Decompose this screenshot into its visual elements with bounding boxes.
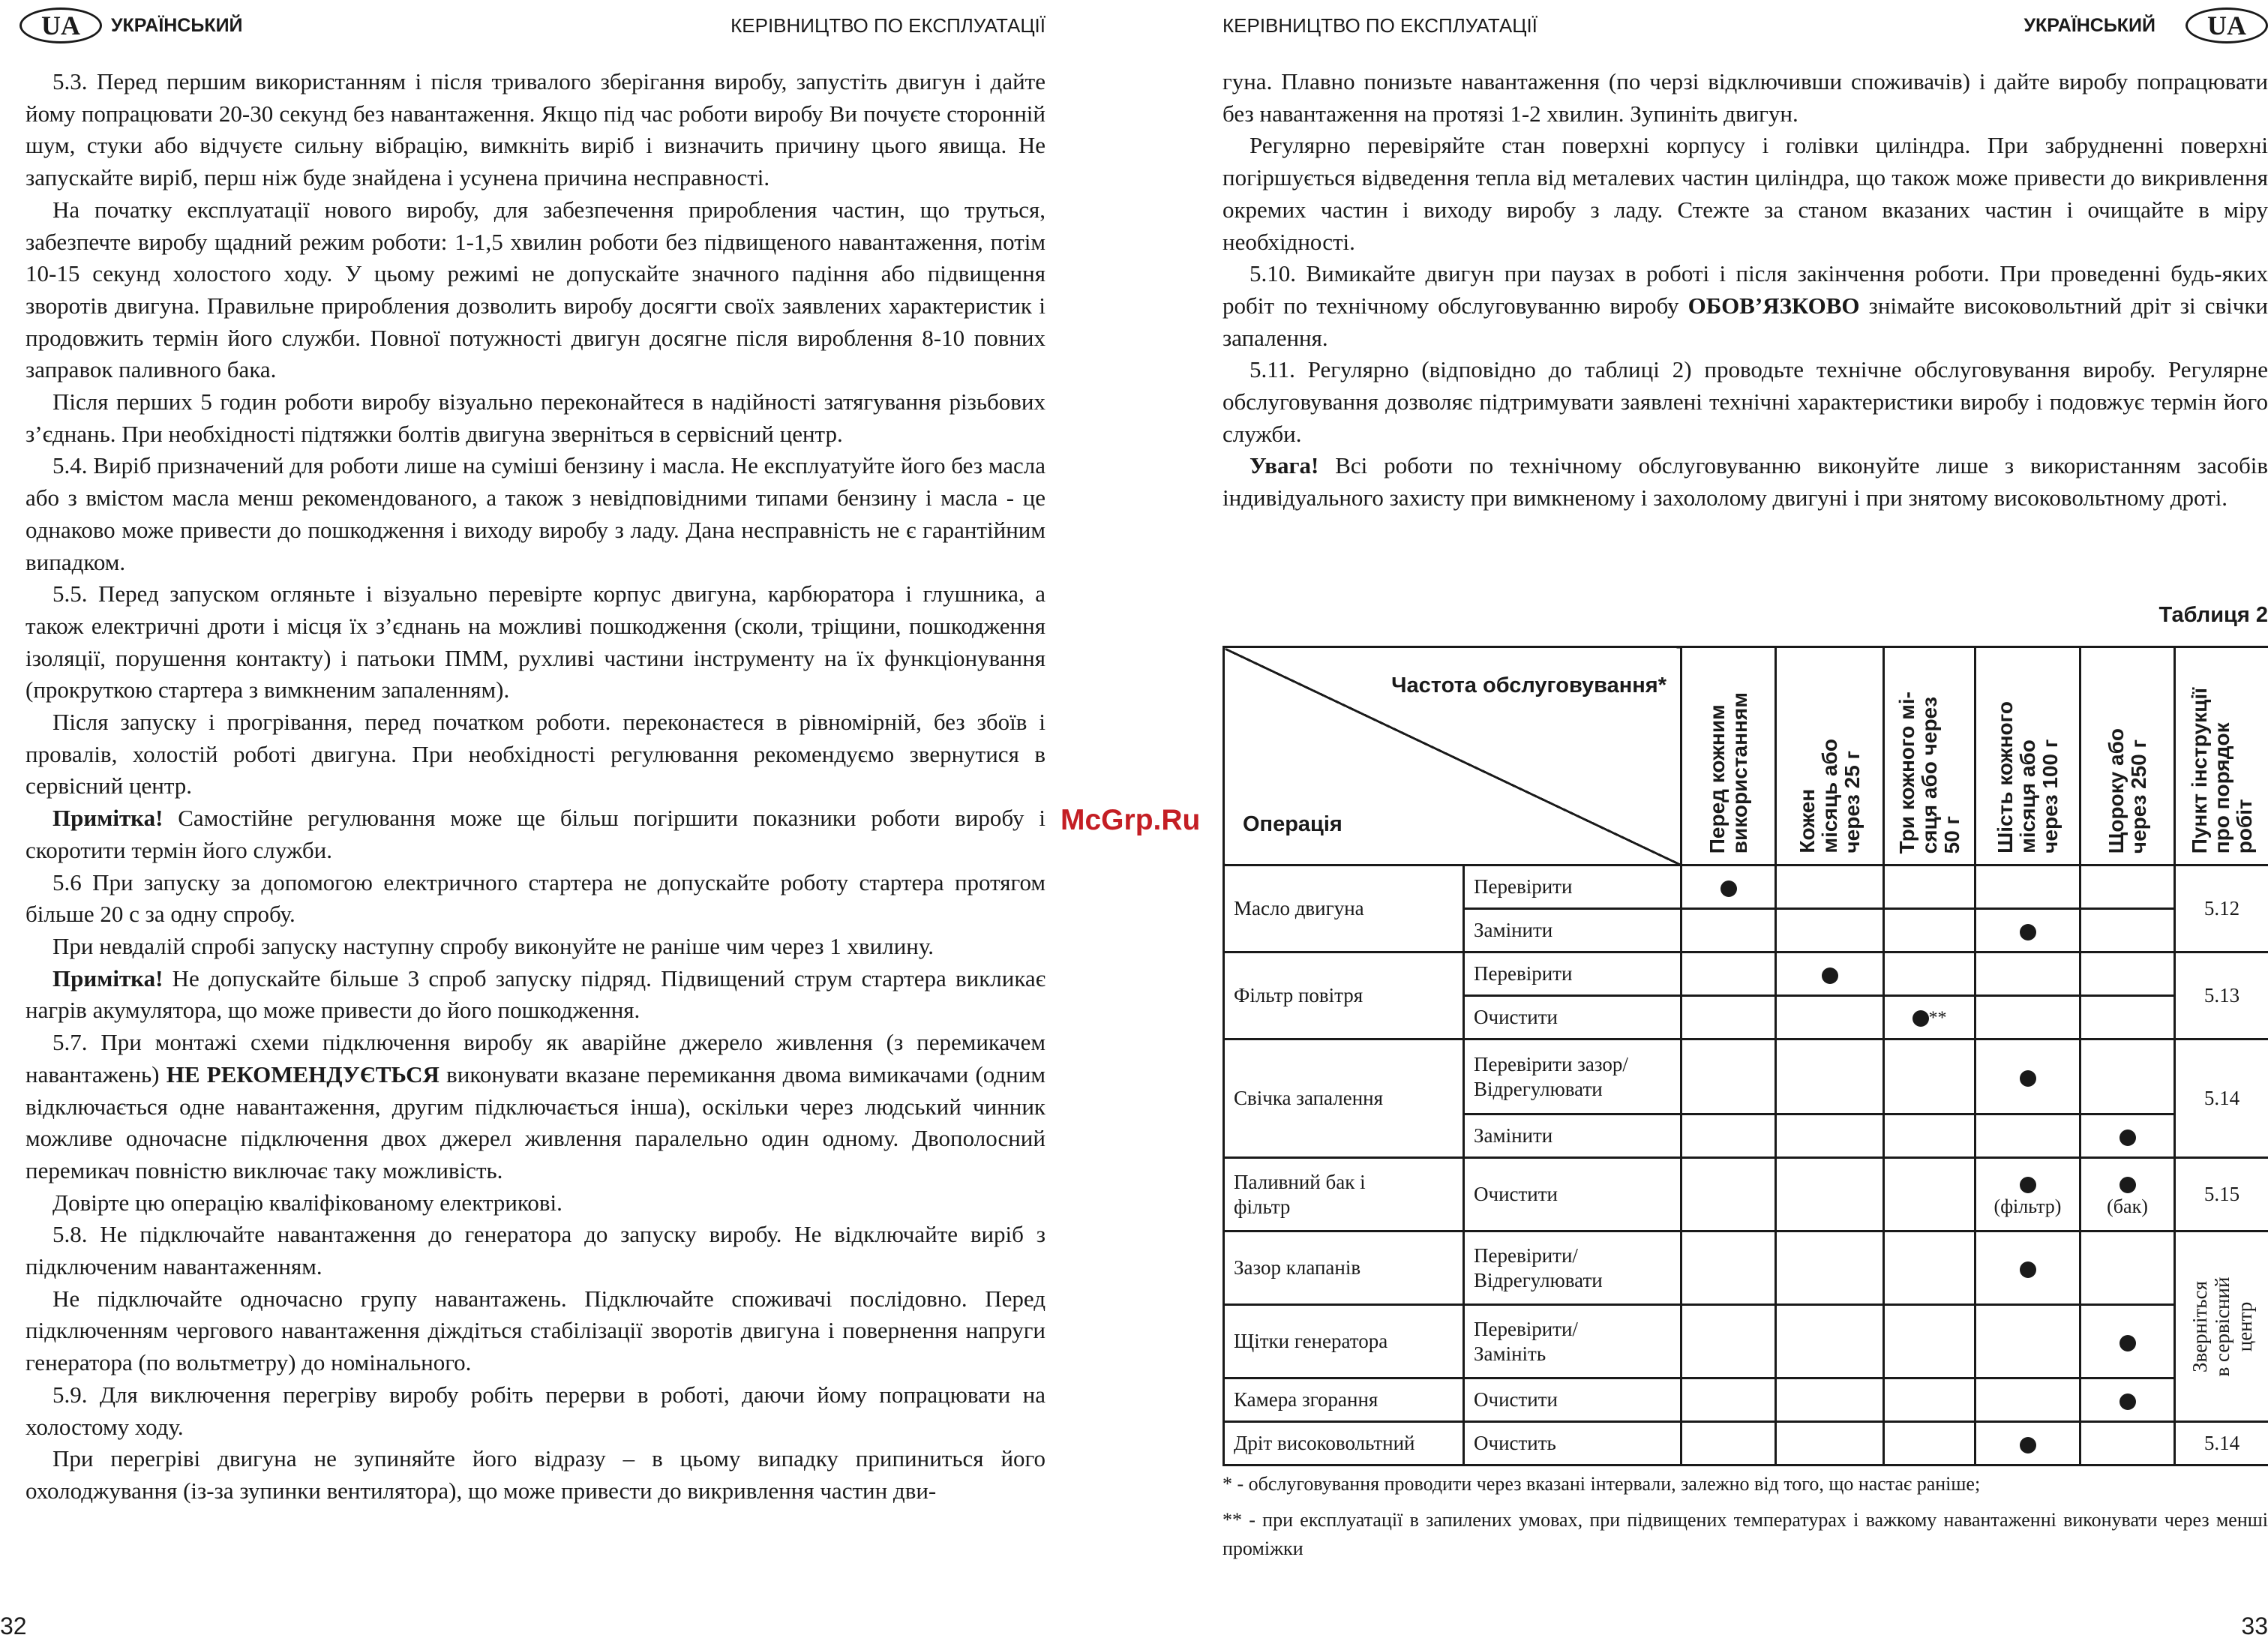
frequency-cell (1976, 1305, 2080, 1378)
frequency-cell (2080, 1158, 2175, 1232)
operation-action: Замінити (1464, 909, 1682, 952)
paragraph-text: 5.10. Вимикайте двигун при паузах в роботі і після закінчення роботи. При проведенні будь-яких робіт по технічному обслуговуванню виробу (1222, 260, 2268, 319)
language-badge: UA (2186, 8, 2268, 44)
frequency-cell (1776, 866, 1884, 909)
paragraph (26, 1443, 1046, 1507)
maintenance-dot-mark (2020, 1070, 2036, 1087)
paragraph (26, 1219, 1046, 1282)
frequency-cell (1976, 866, 2080, 909)
language-badge: UA (20, 8, 102, 44)
operation-action: Очистити (1464, 1158, 1682, 1232)
paragraph-text: знімайте високовольтний дріт зі свічки запалення. (1222, 292, 2268, 351)
mark-note: (фільтр) (1994, 1196, 2062, 1217)
frequency-cell (1776, 1040, 1884, 1114)
left-body-text (26, 66, 1046, 1508)
paragraph-text: Регулярно перевіряйте стан поверхні корпусу і голівки циліндра. При забрудненні поверхні погіршується відведення тепла від металевих частин циліндра, що також може привести до викривлення окремих частин і виходу виробу з ладу. Стежте за станом вказаних частин і очищайте в міру необхідності. (1222, 132, 2268, 255)
column-header: Пункт інструкції про порядок робіт (2175, 647, 2268, 866)
maintenance-dot-mark (2120, 1130, 2136, 1146)
frequency-header: Частота обслуговування* (1391, 674, 1666, 698)
table-row (1224, 1158, 2268, 1232)
frequency-cell (1776, 1232, 1884, 1305)
service-center-note (2175, 1232, 2268, 1422)
maintenance-dot-mark (2020, 1437, 2036, 1454)
frequency-cell (1976, 1158, 2080, 1232)
paragraph (26, 1187, 1046, 1220)
column-header: Щороку або через 250 г (2080, 647, 2175, 866)
frequency-cell (1884, 996, 1976, 1040)
column-header: Кожен місяць або через 25 г (1776, 647, 1884, 866)
frequency-cell (2080, 909, 2175, 952)
frequency-cell (1884, 952, 1976, 996)
operation-item: Щітки генератора (1224, 1305, 1464, 1378)
table-caption: Таблиця 2 (2158, 603, 2268, 627)
operation-action: Перевірити (1464, 952, 1682, 996)
frequency-cell (1884, 1378, 1976, 1422)
frequency-cell (1976, 1422, 2080, 1466)
paragraph-text: 5.7. При монтажі схеми підключення виробу як аварійне джерело живлення (з перемикачем навантажень) (26, 1029, 1046, 1088)
table-row (1224, 1232, 2268, 1305)
paragraph (26, 963, 1046, 1027)
paragraph-text: 5.9. Для виключення перегріву виробу робіть перерви в роботі, даючи йому попрацювати на холостому ходу. (26, 1381, 1046, 1440)
frequency-cell (1976, 1040, 2080, 1114)
frequency-cell (1776, 1158, 1884, 1232)
paragraph (26, 450, 1046, 578)
paragraph-text: Не підключайте одночасно групу навантажень. Підключайте споживачі послідовно. Перед підключенням чергового навантаження діждіться стабілізації зворотів двигуна і повернення напруги генератора (по вольтметру) до номінального. (26, 1285, 1046, 1376)
frequency-cell (1976, 952, 2080, 996)
frequency-cell (1776, 1422, 1884, 1466)
paragraph (1222, 258, 2268, 354)
frequency-cell (2080, 996, 2175, 1040)
frequency-cell (1682, 952, 1776, 996)
paragraph (26, 802, 1046, 866)
frequency-cell (1884, 1305, 1976, 1378)
paragraph-lead: Примітка! (52, 805, 164, 832)
language-label: УКРАЇНСЬКИЙ (2024, 15, 2156, 36)
paragraph-text: На початку експлуатації нового виробу, для забезпечення приробления частин, що труться, забезпечте виробу щадний режим роботи: 1-1,5 хвилин роботи без підвищеного навантаження, потім 10-15 секунд холостого ходу. У цьому режимі не допускайте значного падіння або підвищення зворотів двигуна. Правильне приробления дозволить виробу досягти своїх заявлених характеристик і продовжить термін його служби. Повної потужності двигун досягне після вироблення 8-10 повних заправок паливного бака. (26, 196, 1046, 383)
frequency-cell (1884, 1158, 1976, 1232)
instruction-reference: 5.12 (2175, 866, 2268, 952)
left-page (0, 0, 1065, 1644)
frequency-cell (2080, 1422, 2175, 1466)
maintenance-dot-mark (1720, 880, 1737, 897)
instruction-reference: 5.15 (2175, 1158, 2268, 1232)
frequency-cell (1682, 1305, 1776, 1378)
paragraph-text: 5.8. Не підключайте навантаження до генератора до запуску виробу. Не відключайте виріб з підключеним навантаженням. (26, 1221, 1046, 1280)
operation-action: Перевірити/ Замініть (1464, 1305, 1682, 1378)
operation-action: Очистити (1464, 1378, 1682, 1422)
maintenance-dot-mark (2120, 1335, 2136, 1352)
column-header: Перед кожним використанням (1682, 647, 1776, 866)
frequency-cell (1976, 996, 2080, 1040)
paragraph-lead: Примітка! (52, 964, 164, 992)
table-row (1224, 866, 2268, 909)
frequency-cell (1682, 996, 1776, 1040)
frequency-cell (1884, 1114, 1976, 1158)
frequency-cell (1776, 952, 1884, 996)
paragraph-text: 5.5. Перед запуском огляньте і візуально перевірте корпус двигуна, карбюратора і глушника, а також електричні дроти і місця їх з’єднань на можливі пошкодження (сколи, тріщини, пошкодження ізоляції, порушення контакту) і патьоки ПММ, рухливі частини інструменту на їх функціонування (прокруткою стартера з вимкненим запаленням). (26, 580, 1046, 704)
maintenance-dot-mark (2120, 1394, 2136, 1410)
mark-note: (бак) (2107, 1196, 2148, 1217)
right-body-text (1222, 66, 2268, 514)
paragraph-lead: Увага! (1250, 452, 1319, 479)
table-header-row (1224, 647, 2268, 866)
frequency-cell (1884, 866, 1976, 909)
paragraph-text: Всі роботи по технічному обслуговуванню виконуйте лише з використанням засобів індивідуального захисту при вимкненому і захололому двигуні і при знятому високовольтному дроті. (1222, 452, 2268, 512)
paragraph (1222, 450, 2268, 514)
table-row (1224, 1378, 2268, 1422)
paragraph (26, 1283, 1046, 1379)
watermark: McGrp.Ru (1060, 804, 1201, 836)
paragraph-text: Не допускайте більше 3 спроб запуску підряд. Підвищений струм стартера викликає нагрів акумулятора, що може привести до його пошкодження. (26, 964, 1046, 1024)
maintenance-dot-mark (1912, 1010, 1929, 1027)
frequency-cell (2080, 1232, 2175, 1305)
paragraph-text: виконувати вказане перемикання двома вимикачами (одним відключається одне навантаження, другим підключається інша), оскільки через людський чинник можливе одночасне підключення двох джерел живлення паралельно один одному. Двополосний перемикач повністю виключає таку можливість. (26, 1060, 1046, 1184)
paragraph (26, 1027, 1046, 1187)
operation-header: Операція (1243, 812, 1342, 836)
operation-action: Очистить (1464, 1422, 1682, 1466)
frequency-cell (1976, 1232, 2080, 1305)
instruction-reference: 5.13 (2175, 952, 2268, 1040)
frequency-cell (1776, 996, 1884, 1040)
paragraph (26, 1379, 1046, 1443)
operation-action: Перевірити (1464, 866, 1682, 909)
frequency-cell (1682, 1232, 1776, 1305)
frequency-cell (1776, 909, 1884, 952)
operation-item: Зазор клапанів (1224, 1232, 1464, 1305)
paragraph-text: 5.3. Перед першим використанням і після тривалого зберігання виробу, запустіть двигун і дайте йому попрацювати 20-30 секунд без навантаження. Якщо під час роботи виробу Ви почуєте сторонній шум, стуки або відчуєте сильну вібрацію, вимкніть виріб і визначить причину цього явища. Не запускайте виріб, перш ніж буде знайдена і усунена причина несправності. (26, 68, 1046, 191)
paragraph (26, 867, 1046, 931)
manual-title: КЕРІВНИЦТВО ПО ЕКСПЛУАТАЦІЇ (1222, 14, 1538, 37)
frequency-cell (1776, 1305, 1884, 1378)
frequency-cell (1884, 1040, 1976, 1114)
paragraph (1222, 130, 2268, 258)
instruction-reference: 5.14 (2175, 1040, 2268, 1158)
paragraph (1222, 66, 2268, 130)
maintenance-dot-mark (2020, 1262, 2036, 1278)
paragraph-text: 5.6 При запуску за допомогою електричного стартера не допускайте роботу стартера протягом більше 20 с за одну спробу. (26, 868, 1046, 928)
operation-action: Замінити (1464, 1114, 1682, 1158)
mark-suffix: ** (1928, 1008, 1947, 1028)
frequency-cell (1682, 1158, 1776, 1232)
table-corner-header (1224, 647, 1682, 866)
frequency-cell (1976, 1378, 2080, 1422)
operation-action: Перевірити/ Відрегулювати (1464, 1232, 1682, 1305)
frequency-cell (1682, 1378, 1776, 1422)
maintenance-dot-mark (2120, 1177, 2136, 1193)
paragraph-text: Після запуску і прогрівання, перед початком роботи. переконаєтеся в рівномірній, без збоїв і провалів, холостій роботі двигуна. При необхідності регулювання рекомендуємо звернутися в сервісний центр. (26, 709, 1046, 800)
language-label: УКРАЇНСЬКИЙ (111, 15, 243, 36)
frequency-cell (1976, 909, 2080, 952)
table-row (1224, 952, 2268, 996)
paragraph (26, 578, 1046, 706)
frequency-cell (1776, 1378, 1884, 1422)
frequency-cell (1776, 1114, 1884, 1158)
paragraph (26, 386, 1046, 450)
column-header: Три кожного мі- сяця або через 50 г (1884, 647, 1976, 866)
frequency-cell (2080, 1378, 2175, 1422)
operation-item: Масло двигуна (1224, 866, 1464, 952)
paragraph (1222, 354, 2268, 450)
frequency-cell (2080, 866, 2175, 909)
frequency-cell (1976, 1114, 2080, 1158)
table-row (1224, 1040, 2268, 1114)
operation-item: Свічка запалення (1224, 1040, 1464, 1158)
paragraph-text: Самостійне регулювання може ще більш погіршити показники роботи виробу і скоротити термін його служби. (26, 805, 1046, 863)
maintenance-dot-mark (1822, 968, 1838, 984)
operation-item: Камера згорання (1224, 1378, 1464, 1422)
column-header: Шість кожного місяця або через 100 г (1976, 647, 2080, 866)
frequency-cell (2080, 1040, 2175, 1114)
paragraph (26, 66, 1046, 194)
manual-title: КЕРІВНИЦТВО ПО ЕКСПЛУАТАЦІЇ (730, 14, 1046, 37)
paragraph (26, 706, 1046, 802)
paragraph-text: При перегріві двигуна не зупиняйте його відразу – в цьому випадку припиниться його охолоджування (із-за зупинки вентилятора), що може привести до викривлення частин дви- (26, 1445, 1046, 1504)
paragraph-text: При невдалій спробі запуску наступну спробу виконуйте не раніше чим через 1 хвилину. (52, 932, 934, 959)
frequency-cell (1884, 1232, 1976, 1305)
paragraph-text: 5.4. Виріб призначений для роботи лише на суміші бензину і масла. Не експлуатуйте його без масла або з вмістом масла менш рекомендованого, а також з невідповідними типами бензину і масла - це однаково може привести до пошкодження і виходу виробу з ладу. Дана несправність не є гарантійним випадком. (26, 452, 1046, 575)
maintenance-dot-mark (2020, 1177, 2036, 1193)
maintenance-dot-mark (2020, 924, 2036, 940)
table-row (1224, 1305, 2268, 1378)
footnote: ** - при експлуатації в запилених умовах, при підвищених температурах і важкому навантаженні виконувати через менші проміжки (1222, 1509, 2268, 1559)
frequency-cell (1884, 909, 1976, 952)
service-center-text: Зверніться в сервісний центр (2188, 1276, 2256, 1376)
frequency-cell (1682, 1040, 1776, 1114)
table-row (1224, 1422, 2268, 1466)
frequency-cell (2080, 952, 2175, 996)
paragraph (26, 194, 1046, 386)
maintenance-table (1222, 646, 2268, 1466)
frequency-cell (1682, 866, 1776, 909)
frequency-cell (1884, 1422, 1976, 1466)
paragraph-text: Після перших 5 годин роботи виробу візуально переконайтеся в надійності затягування різьбових з’єднань. При необхідності підтяжки болтів двигуна зверніться в сервісний центр. (26, 388, 1046, 447)
operation-action: Перевірити зазор/ Відрегулювати (1464, 1040, 1682, 1114)
frequency-cell (1682, 1114, 1776, 1158)
paragraph-text: Довірте цю операцію кваліфікованому електрикові. (52, 1189, 562, 1216)
footnote: * - обслуговування проводити через вказані інтервали, залежно від того, що настає раніше; (1222, 1473, 1981, 1495)
operation-item: Фільтр повітря (1224, 952, 1464, 1040)
paragraph-emphasis: ОБОВ’ЯЗКОВО (1688, 292, 1860, 319)
frequency-cell (2080, 1305, 2175, 1378)
page-number: 33 (2241, 1612, 2268, 1640)
frequency-cell (1682, 909, 1776, 952)
frequency-cell (1682, 1422, 1776, 1466)
paragraph-emphasis: НЕ РЕКОМЕНДУЄТЬСЯ (166, 1060, 440, 1088)
frequency-cell (2080, 1114, 2175, 1158)
paragraph-text: 5.11. Регулярно (відповідно до таблиці 2) проводьте технічне обслуговування виробу. Регулярне обслуговування дозволяє підтримувати заявлені технічні характеристики виробу і подовжує термін його служби. (1222, 356, 2268, 447)
paragraph-text: гуна. Плавно понизьте навантаження (по черзі відключивши споживачів) і дайте виробу попрацювати без навантаження на протязі 1-2 хвилин. Зупиніть двигун. (1222, 68, 2268, 127)
operation-action: Очистити (1464, 996, 1682, 1040)
paragraph (26, 931, 1046, 963)
instruction-reference: 5.14 (2175, 1422, 2268, 1466)
page-number: 32 (0, 1612, 27, 1640)
operation-item: Паливний бак і фільтр (1224, 1158, 1464, 1232)
operation-item: Дріт високовольтний (1224, 1422, 1464, 1466)
